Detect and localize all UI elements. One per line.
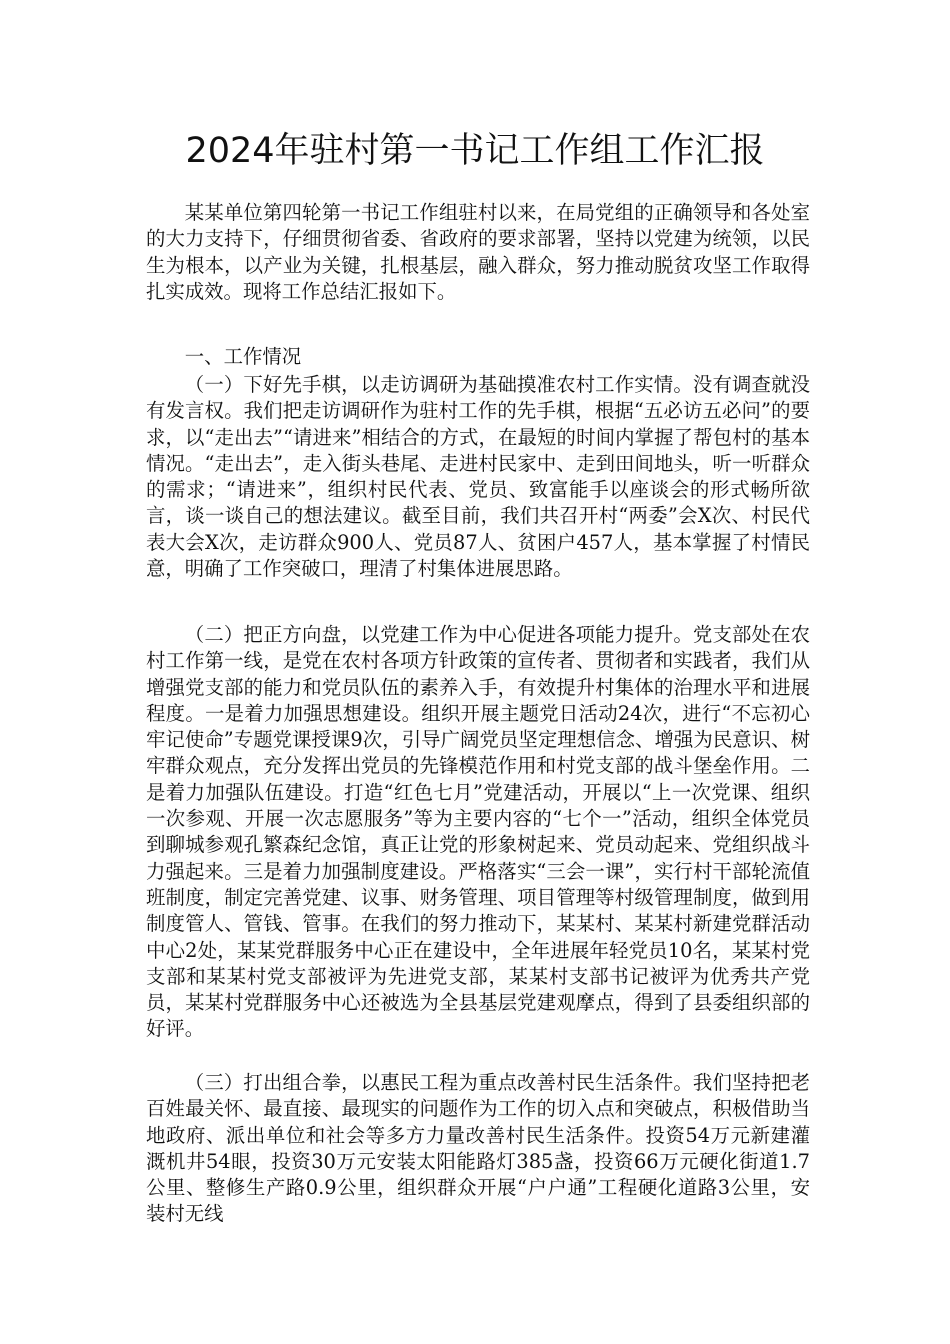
paragraph-party-building: （二）把正方向盘，以党建工作为中心促进各项能力提升。党支部处在农村工作第一线，是党在农村各项方针政策的宣传者、贯彻者和实践者，我们从增强党支部的能力和党员队伍的素养入手，有效提升村集体的治理水平和进展程度。一是着力加强思想建设。组织开展主题党日活动24次，进行“不忘初心牢记使命”专题党课授课9次，引导广阔党员坚定理想信念、增强为民意识、树牢群众观点，充分发挥出党员的先锋模范作用和村党支部的战斗堡垒作用。二是着力加强队伍建设。打造“红色七月”党建活动，开展以“上一次党课、组织一次参观、开展一次志愿服务”等为主要内容的“七个一”活动，组织全体党员到聊城参观孔繁森纪念馆，真正让党的形象树起来、党员动起来、党组织战斗力强起来。三是着力加强制度建设。严格落实“三会一课”，实行村干部轮流值班制度，制定完善党建、议事、财务管理、项目管理等村级管理制度，做到用制度管人、管钱、管事。在我们的努力推动下，某某村、某某村新建党群活动中心2处，某某党群服务中心正在建设中，全年进展年轻党员10名，某某村党支部和某某村党支部被评为先进党支部，某某村支部书记被评为优秀共产党员，某某村党群服务中心还被选为全县基层党建观摩点，得到了县委组织部的好评。 [146,623,810,1041]
paragraph-visits: （一）下好先手棋，以走访调研为基础摸准农村工作实情。没有调查就没有发言权。我们把走访调研作为驻村工作的先手棋，根据“五必访五必问”的要求，以“走出去”“请进来”相结合的方式，在最短的时间内掌握了帮包村的基本情况。“走出去”，走入街头巷尾、走进村民家中、走到田间地头，听一听群众的需求；“请进来”，组织村民代表、党员、致富能手以座谈会的形式畅所欲言，谈一谈自己的想法建议。截至目前，我们共召开村“两委”会X次、村民代表大会X次，走访群众900人、党员87人、贫困户457人，基本掌握了村情民意，明确了工作突破口，理清了村集体进展思路。 [146,373,810,581]
paragraph-livelihood: （三）打出组合拳，以惠民工程为重点改善村民生活条件。我们坚持把老百姓最关怀、最直接、最现实的问题作为工作的切入点和突破点，积极借助当地政府、派出单位和社会等多方力量改善村民生活条件。投资54万元新建灌溉机井54眼，投资30万元安装太阳能路灯385盏，投资66万元硬化街道1.7公里、整修生产路0.9公里，组织群众开展“户户通”工程硬化道路3公里，安装村无线 [146,1071,810,1226]
section-heading: 一、工作情况 [184,345,302,368]
document-title: 2024年驻村第一书记工作组工作汇报 [185,131,765,171]
intro-paragraph: 某某单位第四轮第一书记工作组驻村以来，在局党组的正确领导和各处室的大力支持下，仔细贯彻省委、省政府的要求部署，坚持以党建为统领，以民生为根本，以产业为关键，扎根基层，融入群众，努力推动脱贫攻坚工作取得扎实成效。现将工作总结汇报如下。 [146,201,810,303]
